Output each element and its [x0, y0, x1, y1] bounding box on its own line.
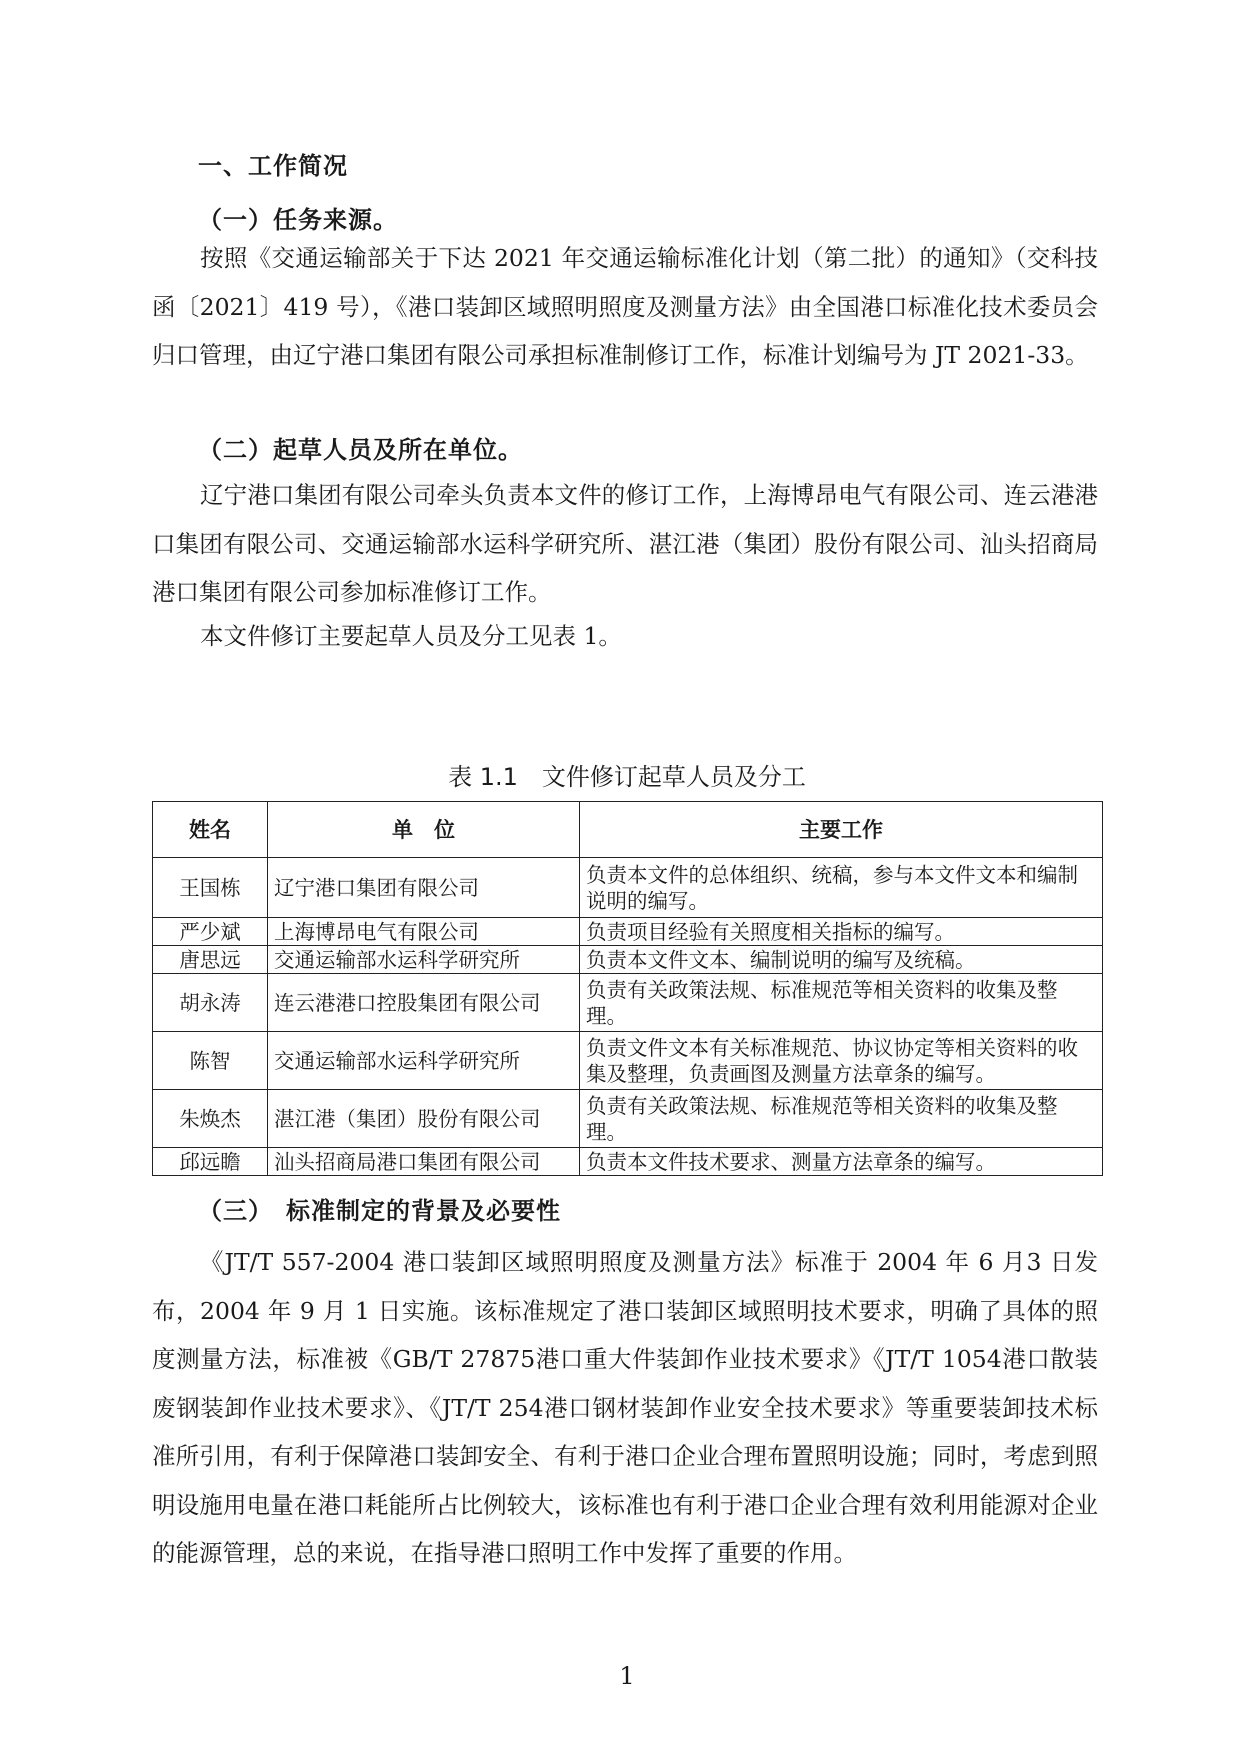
header-name: 姓名 — [153, 802, 268, 858]
cell-work: 负责有关政策法规、标准规范等相关资料的收集及整理。 — [580, 1090, 1103, 1148]
paragraph-drafters: 辽宁港口集团有限公司牵头负责本文件的修订工作，上海博昂电气有限公司、连云港港口集团有限公司、交通运输部水运科学研究所、湛江港（集团）股份有限公司、汕头招商局港口集团有限公司参加标准修订工作。 — [152, 481, 1098, 606]
cell-name: 严少斌 — [153, 918, 268, 946]
cell-work: 负责本文件技术要求、测量方法章条的编写。 — [580, 1148, 1103, 1176]
cell-work: 负责本文件文本、编制说明的编写及统稿。 — [580, 946, 1103, 974]
cell-unit: 交通运输部水运科学研究所 — [268, 1032, 580, 1090]
header-unit: 单 位 — [268, 802, 580, 858]
cell-unit: 连云港港口控股集团有限公司 — [268, 974, 580, 1032]
cell-name: 陈智 — [153, 1032, 268, 1090]
cell-name: 胡永涛 — [153, 974, 268, 1032]
table-row — [153, 1090, 1103, 1148]
table-row — [153, 918, 1103, 946]
cell-work: 负责文件文本有关标准规范、协议协定等相关资料的收集及整理，负责画图及测量方法章条的编写。 — [580, 1032, 1103, 1090]
subsection-title-background: （三） 标准制定的背景及必要性 — [198, 1197, 561, 1225]
cell-name: 邱远瞻 — [153, 1148, 268, 1176]
table-header-row — [153, 802, 1103, 858]
subsection-title-task-source: （一）任务来源。 — [198, 206, 398, 234]
table-row — [153, 858, 1103, 918]
subsection-title-drafters: （二）起草人员及所在单位。 — [198, 436, 523, 464]
cell-unit: 辽宁港口集团有限公司 — [268, 858, 580, 918]
paragraph-background: 《JT/T 557-2004 港口装卸区域照明照度及测量方法》标准于 2004 年 6 月3 日发布，2004 年 9 月 1 日实施。该标准规定了港口装卸区域照明技术要求，明确了具体的照度测量方法，标准被《GB/T 27875港口重大件装卸作业技术要求》《JT/T 1054港口散装废钢装卸作业技术要求》、《JT/T 254港口钢材装卸作业安全技术要求》等重要装卸技术标准所引用，有利于保障港口装卸安全、有利于港口企业合理布置照明设施；同时，考虑到照明设施用电量在港口耗能所占比例较大，该标准也有利于港口企业合理有效利用能源对企业的能源管理，总的来说，在指导港口照明工作中发挥了重要的作用。 — [152, 1248, 1098, 1567]
cell-work: 负责项目经验有关照度相关指标的编写。 — [580, 918, 1103, 946]
cell-unit: 上海博昂电气有限公司 — [268, 918, 580, 946]
cell-name: 王国栋 — [153, 858, 268, 918]
table-row — [153, 1148, 1103, 1176]
cell-name: 朱焕杰 — [153, 1090, 268, 1148]
table-caption: 表 1.1 文件修订起草人员及分工 — [448, 763, 806, 791]
paragraph-table-ref: 本文件修订主要起草人员及分工见表 1。 — [200, 622, 622, 650]
table-row — [153, 1032, 1103, 1090]
cell-unit: 湛江港（集团）股份有限公司 — [268, 1090, 580, 1148]
cell-unit: 交通运输部水运科学研究所 — [268, 946, 580, 974]
paragraph-task-source: 按照《交通运输部关于下达 2021 年交通运输标准化计划（第二批）的通知》（交科技函〔2021〕419 号），《港口装卸区域照明照度及测量方法》由全国港口标准化技术委员会归口管理，由辽宁港口集团有限公司承担标准制修订工作，标准计划编号为 JT 2021-33。 — [152, 244, 1098, 369]
cell-work: 负责本文件的总体组织、统稿，参与本文件文本和编制说明的编写。 — [580, 858, 1103, 918]
table-row — [153, 974, 1103, 1032]
cell-name: 唐思远 — [153, 946, 268, 974]
section-title: 一、工作简况 — [198, 152, 348, 180]
cell-work: 负责有关政策法规、标准规范等相关资料的收集及整理。 — [580, 974, 1103, 1032]
header-work: 主要工作 — [580, 802, 1103, 858]
page-number: 1 — [619, 1662, 635, 1690]
table-row — [153, 946, 1103, 974]
staff-table — [152, 801, 1103, 1176]
cell-unit: 汕头招商局港口集团有限公司 — [268, 1148, 580, 1176]
